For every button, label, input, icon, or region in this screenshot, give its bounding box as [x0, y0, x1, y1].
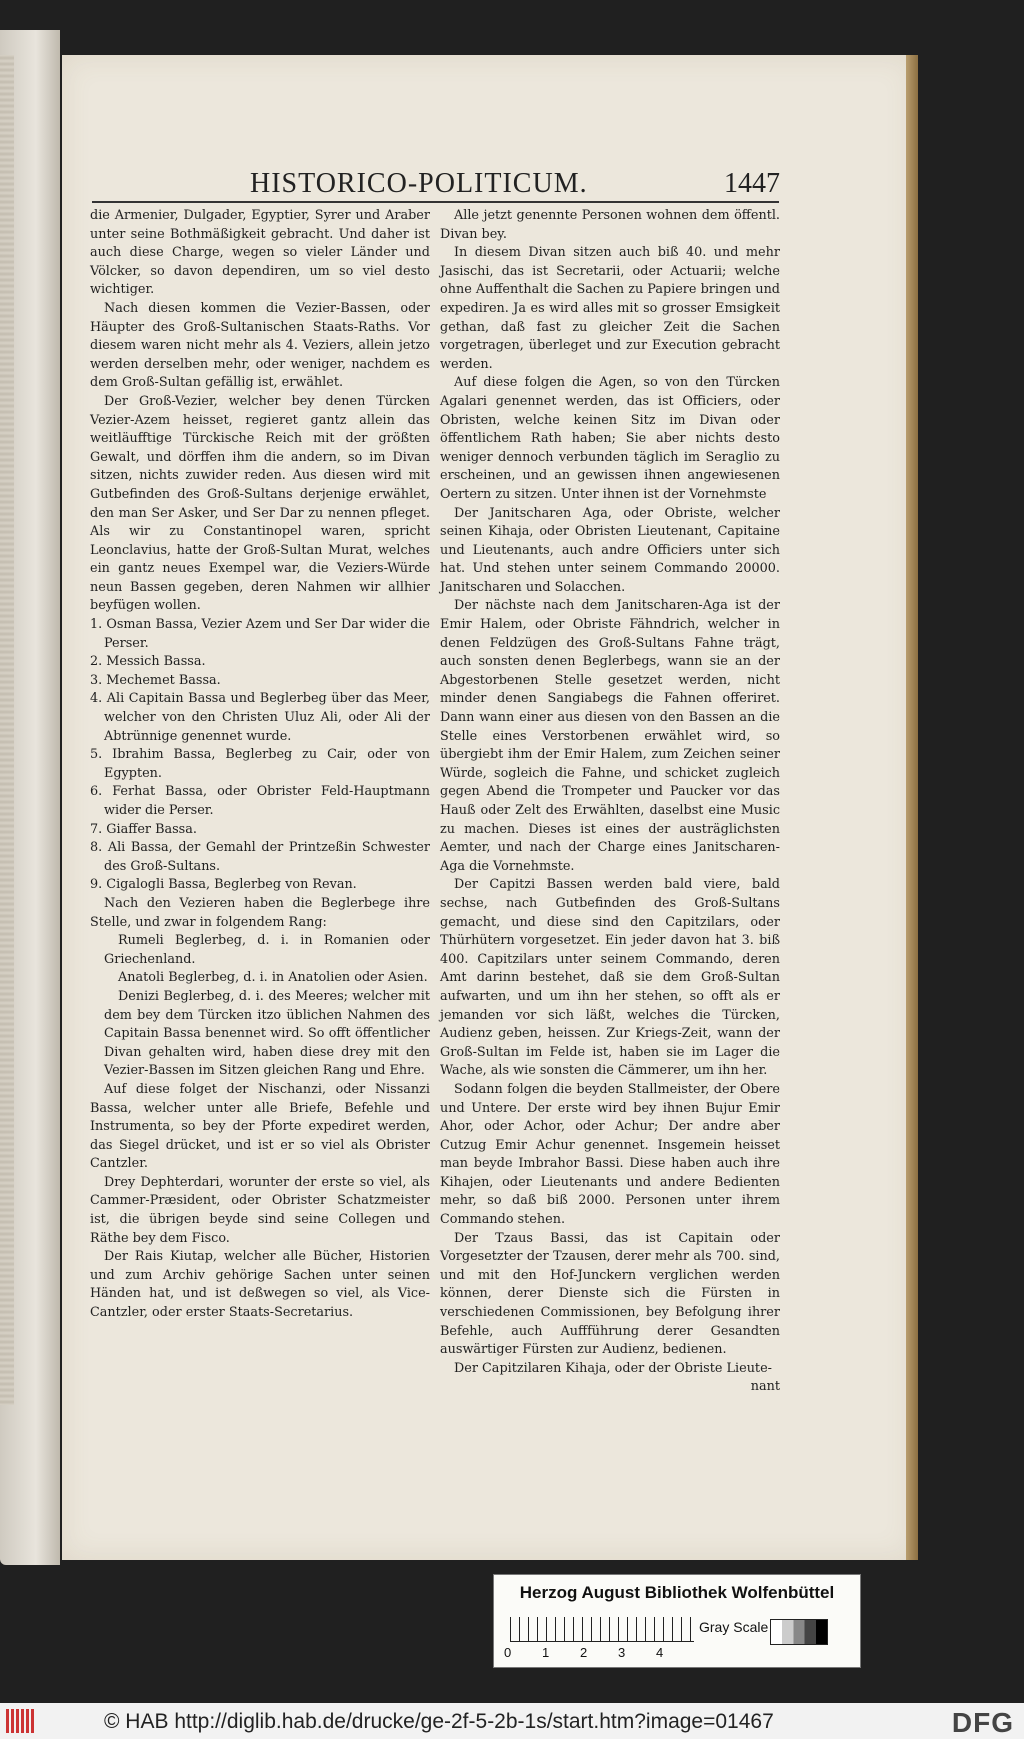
list-item: 5. Ibrahim Bassa, Beglerbeg zu Cair, oder von Egypten. — [90, 747, 430, 781]
dfg-logo: DFG — [951, 1707, 1014, 1738]
color-ruler-card — [493, 1574, 861, 1668]
header-rule — [92, 201, 779, 203]
hab-logo-icon — [6, 1709, 46, 1733]
paragraph: Anatoli Beglerbeg, d. i. in Anatolien oder Asien. — [118, 970, 428, 986]
paragraph: die Armenier, Dulgader, Egyptier, Syrer und Araber unter seine Bothmäßigkeit gebracht. Und daher ist auch diese Charge, wegen so vieler Länder und Völcker, so davon dependiren, um so viel desto wichtiger. — [90, 208, 430, 298]
page-fore-edge — [906, 55, 918, 1560]
paragraph: Nach den Vezieren haben die Beglerbege ihre Stelle, und zwar in folgendem Rang: — [90, 895, 430, 930]
paragraph: Der Capitzi Bassen werden bald viere, bald sechse, nach Gutbefinden des Groß-Sultans gemacht, und diese sind den Capitzilars, oder Thürhütern vorgesetzet. Ein jeder davon hat 3. biß 400. Capitzilars unter seinem Commando, deren Amt darinn bestehet, daß sie dem Groß-Sultan aufwarten, und um ihn her stehen, so offt als er jemanden vor sich läßt, welches die Türcken, Audienz geben, heissen. Zur Kriegs-Zeit, wann der Groß-Sultan im Felde ist, haben sie im Lager die Wache, als wie sonsten die Cämmerer, um ihn her. — [440, 877, 780, 1079]
left-text-column — [90, 207, 430, 1323]
paragraph: Der Capitzilaren Kihaja, oder der Obriste Lieute- — [454, 1360, 772, 1376]
list-item: 6. Ferhat Bassa, oder Obrister Feld-Hauptmann wider die Perser. — [90, 784, 430, 818]
paragraph: Sodann folgen die beyden Stallmeister, der Obere und Untere. Der erste wird bey ihnen Bujur Emir Ahor, oder Achor, oder Achur; Der andre aber Cutzug Emir Achur genennet. Insgemein heisset man beyde Imbrahor Bassi. Diese haben auch ihre Kihajen, oder Lieutenants und andere Bedienten mehr, so daß biß 2000. Personen unter ihrem Commando stehen. — [440, 1081, 780, 1228]
list-item: 2. Messich Bassa. — [90, 654, 206, 670]
catchword: nant — [750, 1379, 780, 1395]
centimeter-scale — [510, 1617, 694, 1642]
paragraph: Auf diese folget der Nischanzi, oder Nissanzi Bassa, welcher unter alle Briefe, Befehle und Instrumenta, so bey der Pforte expediret werden, das Siegel drücket, und ist er so viel als Obrister Cantzler. — [90, 1081, 430, 1172]
library-name: Herzog August Bibliothek Wolfenbüttel — [519, 1583, 835, 1602]
list-item: 1. Osman Bassa, Vezier Azem und Ser Dar wider die Perser. — [90, 617, 430, 651]
scale-number: 1 — [542, 1645, 550, 1660]
list-item: 9. Cigalogli Bassa, Beglerbeg von Revan. — [90, 877, 357, 893]
page-header — [250, 168, 780, 202]
paragraph: In diesem Divan sitzen auch biß 40. und mehr Jasischi, das ist Secretarii, oder Actuarii; welche ohne Auffenthalt die Sachen zu Papiere bringen und expediren. Ja es wird alles mit so grosser Emsigkeit gethan, daß fast zu gleicher Zeit die Sachen vorgetragen, überleget und zur Execution gebracht werden. — [440, 245, 780, 372]
list-item: 4. Ali Capitain Bassa und Beglerbeg über das Meer, welcher von den Christen Uluz Ali, oder Ali der Abtrünnige genennet wurde. — [90, 691, 430, 744]
paragraph: Der Tzaus Bassi, das ist Capitain oder Vorgesetzter der Tzausen, derer mehr als 700. sind, und mit den Hof-Junckern verglichen werden können, derer Dienste sich die Fürsten in verschiedenen Commissionen, bey Befolgung ihrer Befehle, auch Auffführung derer Gesandten auswärtiger Fürsten zur Audienz, bedienen. — [440, 1230, 780, 1358]
source-url-link[interactable]: © HAB http://diglib.hab.de/drucke/ge-2f-5-2b-1s/start.htm?image=01467 — [104, 1710, 774, 1733]
gray-scale-label: Gray Scale — [699, 1619, 769, 1635]
right-text-column — [440, 207, 780, 1397]
list-item: 3. Mechemet Bassa. — [90, 672, 221, 688]
gray-scale-swatch — [770, 1619, 828, 1645]
scale-number: 2 — [580, 1645, 588, 1660]
paragraph: Drey Dephterdari, worunter der erste so viel, als Cammer-Præsident, oder Obrister Schatzmeister ist, die übrigen beyde sind seine Collegen und Räthe bey dem Fisco. — [90, 1174, 430, 1246]
facing-page-text-bleed — [0, 55, 14, 1405]
scale-number: 0 — [504, 1645, 512, 1660]
paragraph: Der Groß-Vezier, welcher bey denen Türcken Vezier-Azem heisset, regieret gantz allein das weitläufftige Türckische Reich mit der größten Gewalt, und dörffen ihm die andern, so im Divan sitzen, nichts zuwider reden. Aus diesen wird mit Gutbefinden des Groß-Sultans derjenige erwählet, den man Ser Asker, und Ser Dar zu nennen pfleget. Als wir zu Constantinopel waren, spricht Leonclavius, hatte der Groß-Sultan Murat, welches ein gantz neues Exempel war, die Veziers-Würde neun Bassen gegeben, deren Nahmen wir allhier beyfügen wollen. — [90, 393, 430, 614]
paragraph: Der nächste nach dem Janitscharen-Aga ist der Emir Halem, oder Obriste Fähndrich, welcher in denen Feldzügen des Groß-Sultans Fahne trägt, auch sonsten denen Beglerbegs, wann sie an der Abgestorbenen Stelle gesetzet werden, nicht minder denen Sangiabegs die Fahnen offeriret. Dann wann einer aus diesen von den Bassen an die Stelle eines Verstorbenen erwählet wird, so übergiebt ihm der Emir Halem, zum Zeichen seiner Würde, sogleich die Fahne, und schicket zugleich gegen Abend die Trompeter und Paucker vor das Hauß oder Zelt des Erwählten, daselbst eine Music zu machen. Dieses ist eines der austräglichsten Aemter, und nach der Charge eines Janitscharen-Aga die Vornehmste. — [440, 598, 780, 874]
running-title: HISTORICO-POLITICUM. — [250, 168, 588, 199]
paragraph: Der Rais Kiutap, welcher alle Bücher, Historien und zum Archiv gehörige Sachen unter seinen Händen hat, und ist deßwegen so viel, als Vice-Cantzler, oder erster Staats-Secretarius. — [90, 1249, 430, 1321]
paragraph: Nach diesen kommen die Vezier-Bassen, oder Häupter des Groß-Sultanischen Staats-Raths. Vor diesem waren nicht mehr als 4. Veziers, allein jetzo werden derselben mehr, oder weniger, nachdem es dem Groß-Sultan gefällig ist, erwählet. — [90, 300, 430, 391]
list-item: 8. Ali Bassa, der Gemahl der Printzeßin Schwester des Groß-Sultans. — [90, 840, 430, 874]
paragraph: Der Janitscharen Aga, oder Obriste, welcher seinen Kihaja, oder Obristen Lieutenant, Capitaine und Lieutenants, auch andre Officiers unter sich hat. Und stehen unter seinem Commando 20000. Janitscharen und Solacchen. — [440, 505, 780, 595]
list-item: 7. Giaffer Bassa. — [90, 821, 197, 837]
scale-number: 3 — [618, 1645, 626, 1660]
scale-number: 4 — [656, 1645, 664, 1660]
paragraph: Alle jetzt genennte Personen wohnen dem öffentl. Divan bey. — [440, 208, 780, 242]
page-number: 1447 — [724, 168, 780, 199]
paragraph: Auf diese folgen die Agen, so von den Türcken Agalari genennet werden, das ist Officiers, oder Obristen, welche keinen Sitz im Divan oder öffentlichem Rath haben; Sie aber nichts desto weniger dennoch verbunden täglich im Seraglio zu erscheinen, und an gewissen ihnen angewiesenen Oertern zu sitzen. Unter ihnen ist der Vornehmste — [440, 375, 780, 502]
paragraph: Rumeli Beglerbeg, d. i. in Romanien oder Griechenland. — [104, 933, 430, 967]
paragraph: Denizi Beglerbeg, d. i. des Meeres; welcher mit dem bey dem Türcken itzo üblichen Nahmen des Capitain Bassa benennet wird. So offt öffentlicher Divan gehalten wird, haben diese drey mit den Vezier-Bassen im Sitzen gleichen Rang und Ehre. — [104, 988, 430, 1079]
viewer-footer — [0, 1703, 1024, 1739]
